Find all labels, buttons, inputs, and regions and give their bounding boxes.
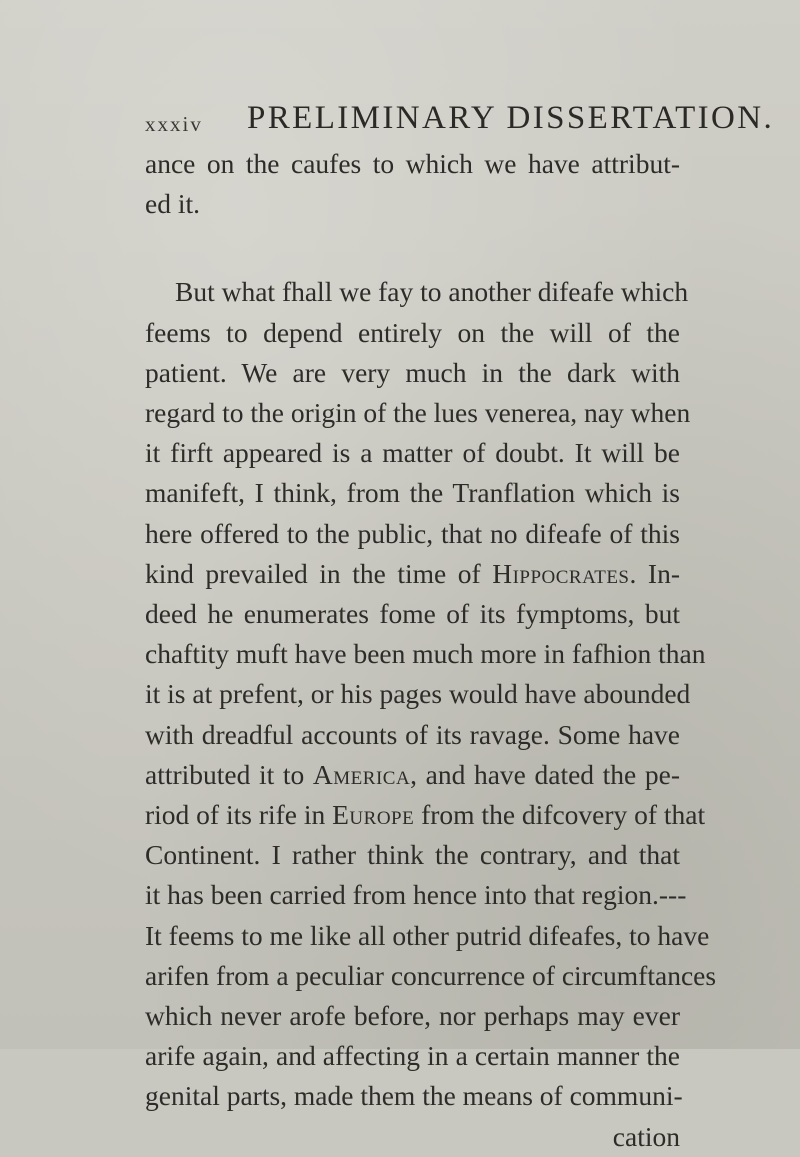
proper-name-hippocrates: Hippocrates — [492, 557, 630, 589]
text-line: ance on the caufes to which we have attribut- — [145, 148, 680, 179]
text-segment: riod of its rife in — [145, 799, 333, 831]
text-line: feems to depend entirely on the will of the — [145, 316, 680, 348]
text-line: ed it. — [145, 188, 200, 220]
text-segment: attributed it to — [145, 758, 313, 790]
text-line: chaftity muft have been much more in fafhion than — [145, 638, 706, 670]
text-line: Continent. I rather think the contrary, and that — [145, 839, 680, 871]
text-line: deed he enumerates fome of its fymptoms, but — [145, 598, 680, 630]
body-text — [145, 144, 717, 1157]
text-segment: from the difcovery of that — [414, 799, 706, 831]
text-line: it is at prefent, or his pages would have abounded — [145, 678, 691, 710]
text-segment: kind prevailed in the time of — [145, 557, 493, 589]
proper-name-europe: Europe — [332, 799, 415, 831]
text-line: patient. We are very much in the dark with — [145, 356, 680, 388]
text-line: it has been carried from hence into that region.--- — [145, 879, 687, 911]
text-line: arife again, and affecting in a certain manner the — [145, 1040, 680, 1072]
text-line: manifeft, I think, from the Tranflation which is — [145, 477, 680, 509]
proper-name-america: America — [312, 758, 411, 790]
text-line: arifen from a peculiar concurrence of circumftances — [145, 959, 717, 991]
text-line-hippocrates — [145, 554, 680, 594]
text-line-america — [145, 755, 680, 795]
text-line: it firft appeared is a matter of doubt. It will be — [145, 437, 680, 469]
text-line: It feems to me like all other putrid difeafes, to have — [145, 919, 710, 951]
running-head — [145, 100, 775, 144]
text-line: with dreadful accounts of its ravage. Some have — [145, 718, 680, 750]
text-segment: . In- — [629, 557, 680, 589]
text-line: genital parts, made them the means of communi- — [145, 1080, 683, 1112]
text-line: here offered to the public, that no difeafe of this — [145, 517, 680, 549]
paragraph-gap — [145, 224, 680, 272]
text-segment: , and have dated the pe- — [410, 758, 680, 790]
page-number: xxxiv — [145, 112, 203, 136]
text-line: But what fhall we fay to another difeafe which — [175, 276, 689, 308]
running-title: PRELIMINARY DISSERTATION. — [247, 100, 775, 136]
text-line-europe — [145, 795, 706, 835]
text-line: which never arofe before, nor perhaps may ever — [145, 1000, 680, 1032]
text-line: regard to the origin of the lues venerea, nay when — [145, 397, 691, 429]
catchword: cation — [612, 1120, 680, 1152]
